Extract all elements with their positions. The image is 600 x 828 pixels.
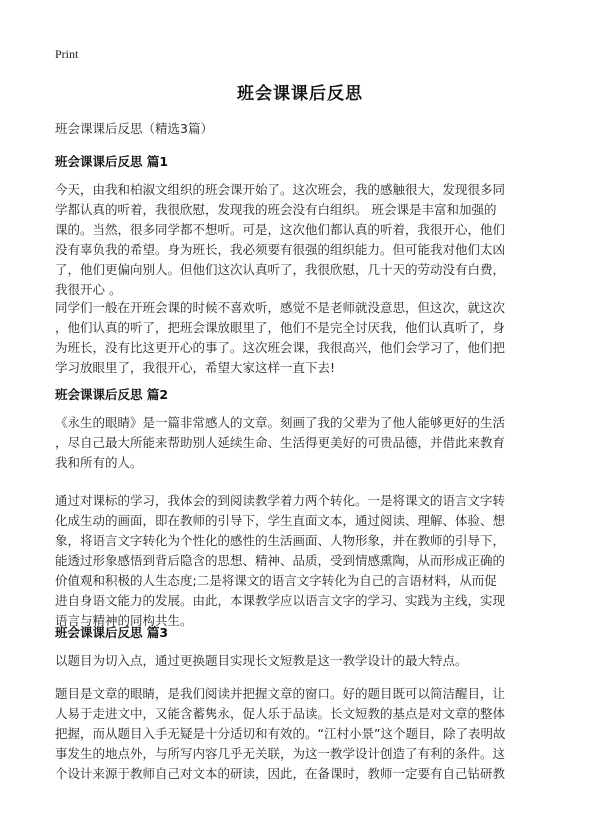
- paragraph: [55, 298, 547, 378]
- paragraph-line: 人易于走进文中，又能含蓄隽永，促人乐于品读。长文短教的基点是对文章的整体: [55, 706, 506, 721]
- paragraph-line: 象，将语言文字转化为个性化的感性的生活画面、人物形象，并在教师的引导下，: [55, 533, 506, 548]
- section-heading: 班会课课后反思 篇3: [55, 625, 169, 640]
- paragraph-line: 价值观和积极的人生态度;二是将课文的语言文字转化为自己的言语材料，从而促: [55, 573, 497, 588]
- paragraph-line: ，尽自己最大所能来帮助别人延续生命、生活得更美好的可贵品德，并借此来教育: [55, 435, 506, 450]
- paragraph-line: 《永生的眼睛》是一篇非常感人的文章。刻画了我的父辈为了他人能够更好的生活: [55, 415, 506, 430]
- print-link[interactable]: Print: [55, 47, 79, 61]
- paragraph-line: 化成生动的画面，即在教师的引导下，学生直面文本，通过阅读、理解、体验、想: [55, 513, 506, 528]
- paragraph-line: ，他们认真的听了，把班会课放眼里了，他们不是完全讨厌我，他们认真听了，身: [55, 320, 506, 335]
- paragraph-line: 进自身语文能力的发展。由此，本课教学应以语言文字的学习、实践为主线，实现: [55, 593, 506, 608]
- paragraph-line: 没有辜负我的希望。身为班长，我必须要有很强的组织能力。但可能我对他们太凶: [55, 242, 506, 257]
- paragraph: [55, 180, 547, 300]
- paragraph-line: 我和所有的人。: [55, 455, 143, 470]
- paragraph: [55, 684, 547, 784]
- document-subtitle: 班会课课后反思（精选3篇）: [55, 121, 213, 136]
- paragraph-line: 同学们一般在开班会课的时候不喜欢听，感觉不是老师就没意思，但这次，就这次: [55, 300, 506, 315]
- paragraph-line: 为班长，没有比这更开心的事了。这次班会课，我很高兴，他们会学习了，他们把: [55, 340, 506, 355]
- paragraph: [55, 413, 547, 473]
- paragraph-line: 了，他们更偏向别人。但他们这次认真听了，我很欣慰，几十天的劳动没有白费，: [55, 262, 506, 277]
- paragraph: [55, 491, 547, 631]
- paragraph-line: 以题目为切入点，通过更换题目实现长文短教是这一教学设计的最大特点。: [55, 653, 468, 668]
- paragraph-line: 我很开心 。: [55, 282, 122, 297]
- paragraph-line: 课的。当然，很多同学都不想听。可是，这次他们都认真的听着，我很开心，他们: [55, 222, 506, 237]
- paragraph-line: 语言与精神的同构共生。: [55, 613, 193, 628]
- paragraph-line: 个设计来源于教师自己对文本的研读，因此，在备课时，教师一定要有自己钻研教: [55, 766, 506, 781]
- paragraph-line: 能透过形象感悟到背后隐含的思想、精神、品质，受到情感熏陶，从而形成正确的: [55, 553, 506, 568]
- paragraph-line: 通过对课标的学习，我体会的到阅读教学着力两个转化。一是将课文的语言文字转: [55, 493, 506, 508]
- paragraph-line: 题目是文章的眼睛，是我们阅读并把握文章的窗口。好的题目既可以简洁醒目，让: [55, 686, 506, 701]
- paragraph-line: 学习放眼里了，我很开心，希望大家这样一直下去!: [55, 360, 336, 375]
- paragraph-line: 今天，由我和柏淑文组织的班会课开始了。这次班会，我的感触很大，发现很多同: [55, 182, 506, 197]
- section-heading: 班会课课后反思 篇2: [55, 387, 169, 402]
- section-heading: 班会课课后反思 篇1: [55, 154, 169, 169]
- paragraph-line: 学都认真的听着，我很欣慰，发现我的班会没有白组织。 班会课是丰富和加强的: [55, 202, 497, 217]
- paragraph-line: 事发生的地点外，与所写内容几乎无关联，为这一教学设计创造了有利的条件。这: [55, 746, 506, 761]
- page-title: 班会课课后反思: [237, 84, 363, 104]
- paragraph-line: 把握，而从题目入手无疑是十分适切和有效的。“江村小景”这个题目，除了表明故: [55, 726, 506, 741]
- paragraph: [55, 651, 547, 671]
